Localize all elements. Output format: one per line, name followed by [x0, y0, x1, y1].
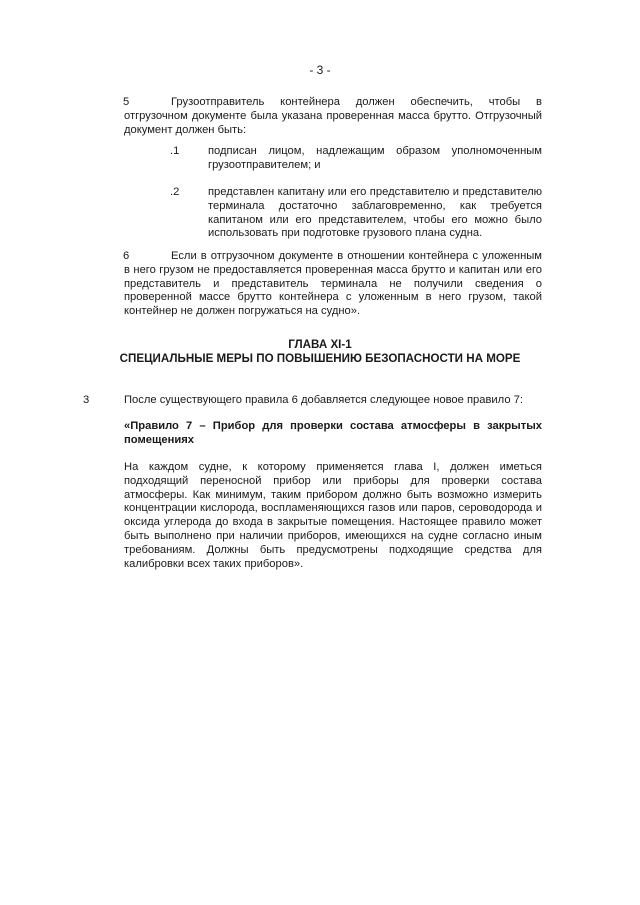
subitem-2-number: .2	[170, 186, 180, 198]
page-number: - 3 -	[309, 63, 331, 77]
subitem-2-text: представлен капитану или его представителю и представителю терминала достаточно заблаговременно, как требуется капитаном или его представителем, чтобы его можно было использовать при подготовке грузового плана судна.	[208, 186, 542, 240]
item-3-text: После существующего правила 6 добавляется следующее новое правило 7:	[124, 394, 523, 406]
subitem-1-text: подписан лицом, надлежащим образом уполномоченным грузоотправителем; и	[208, 145, 542, 171]
item-3-number: 3	[83, 394, 90, 406]
para-5-text: Грузоотправитель контейнера должен обеспечить, чтобы в отгрузочном документе была указана проверенная масса брутто. Отгрузочный документ должен быть:	[124, 96, 542, 136]
rule-7-title: «Правило 7 – Прибор для проверки состава атмосферы в закрытых помещениях	[124, 420, 542, 446]
subitem-1-number: .1	[170, 145, 180, 157]
chapter-heading: ГЛАВА XI-1	[288, 338, 352, 351]
para-6-number: 6	[123, 250, 130, 262]
chapter-title: СПЕЦИАЛЬНЫЕ МЕРЫ ПО ПОВЫШЕНИЮ БЕЗОПАСНОСТИ НА МОРЕ	[119, 352, 521, 365]
rule-7-text: На каждом судне, к которому применяется глава I, должен иметься подходящий переносной прибор или приборы для проверки состава атмосферы. Как минимум, таким прибором должно быть возможно измерить концентрации кислорода, воспламеняющихся газов или паров, сероводорода и оксида углерода до входа в закрытые помещения. Настоящее правило может быть выполнено при наличии приборов, имеющихся на судне согласно иным требованиям. Должны быть предусмотрены подходящие средства для калибровки всех таких приборов».	[124, 461, 542, 570]
para-5-number: 5	[123, 96, 130, 108]
para-6-text: Если в отгрузочном документе в отношении контейнера с уложенным в него грузом не предоставляется проверенная масса брутто и капитан или его представитель и представитель терминала не получили сведения о проверенной массе брутто контейнера с уложенным в него грузом, такой контейнер не должен погружаться на судно».	[124, 250, 542, 318]
